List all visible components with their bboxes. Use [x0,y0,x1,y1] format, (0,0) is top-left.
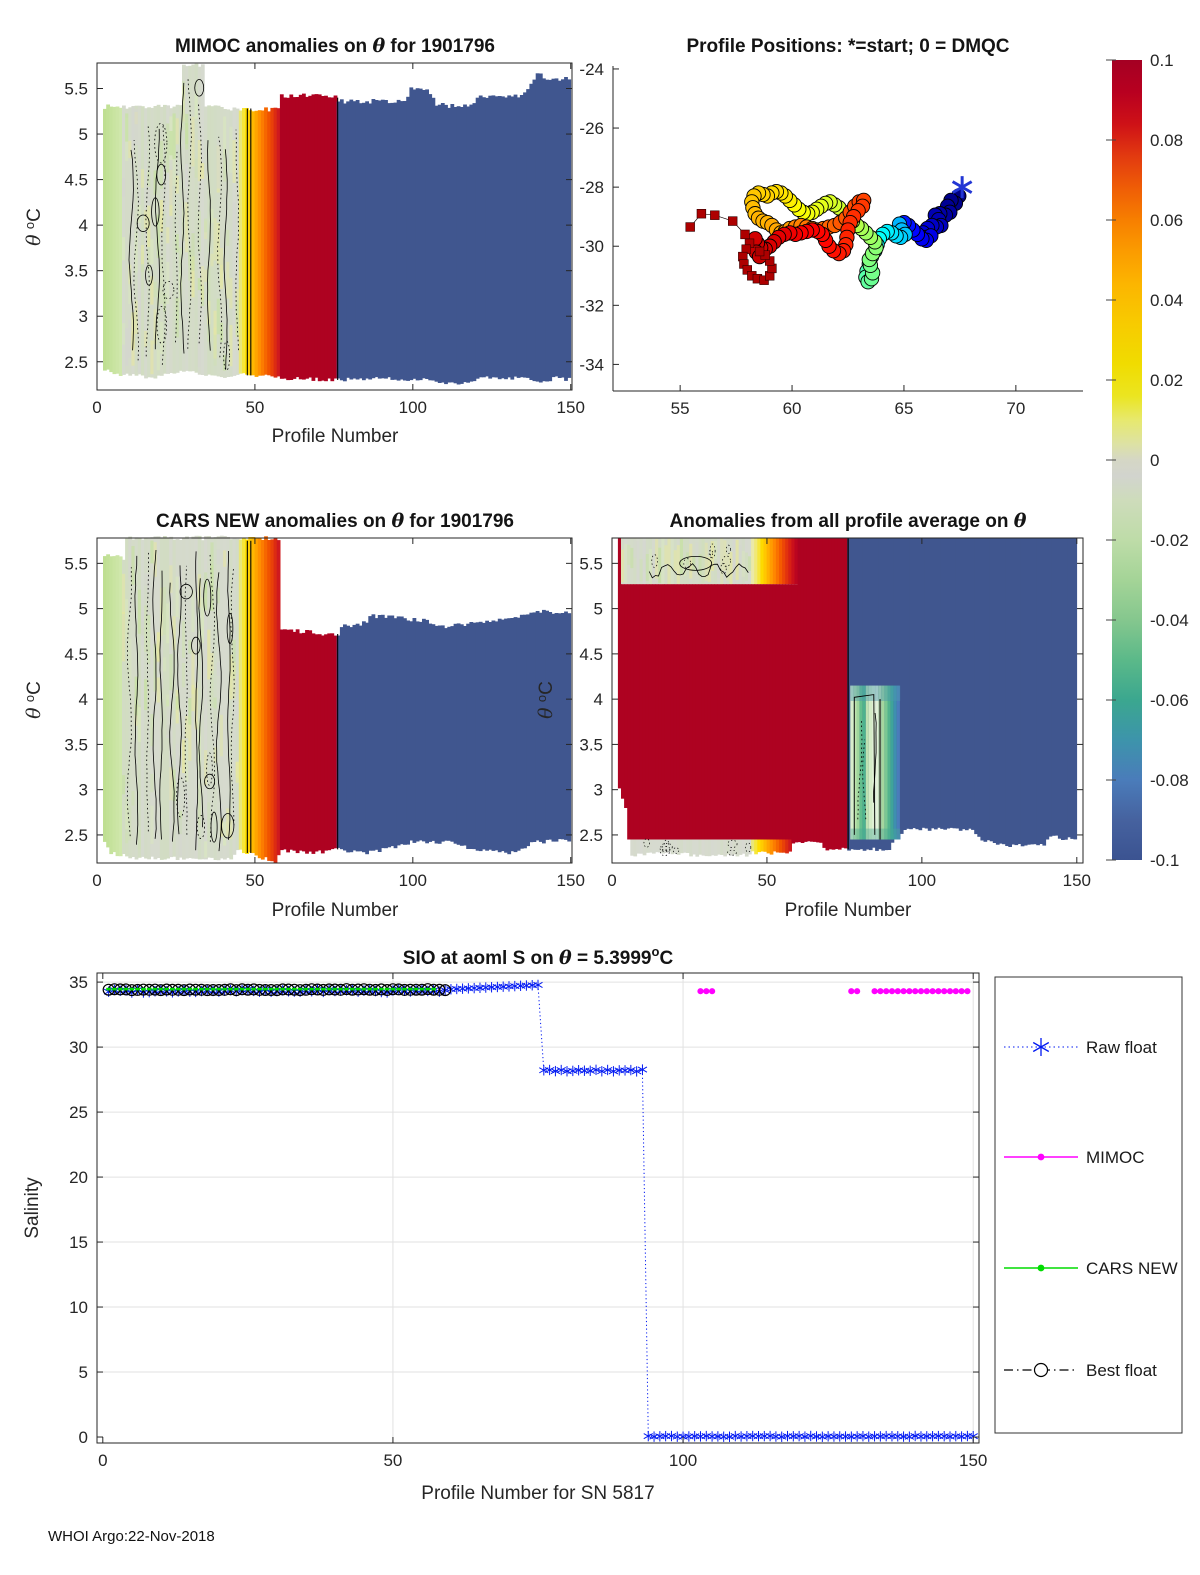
svg-text:-0.02: -0.02 [1150,531,1189,550]
cars-title: CARS NEW anomalies on θ for 1901796 [156,510,514,532]
svg-text:-0.1: -0.1 [1150,851,1180,870]
svg-text:5.5: 5.5 [64,554,88,574]
svg-text:50: 50 [757,871,777,890]
svg-text:-28: -28 [579,178,604,198]
svg-text:4: 4 [78,690,88,710]
svg-text:-34: -34 [579,355,604,375]
colorbar [1106,51,1189,870]
figure-footer: WHOI Argo:22-Nov-2018 [48,1528,215,1545]
svg-text:20: 20 [69,1168,88,1188]
svg-text:3.5: 3.5 [579,735,603,755]
svg-text:-0.08: -0.08 [1150,771,1189,790]
svg-text:0: 0 [607,871,617,890]
legend-label: Best float [1086,1361,1157,1380]
mimoc-title: MIMOC anomalies on θ for 1901796 [175,35,495,57]
svg-text:25: 25 [69,1103,88,1123]
avg-xlabel: Profile Number [784,900,912,921]
sio-ylabel: Salinity [22,1177,43,1239]
svg-text:0.1: 0.1 [1150,51,1174,70]
svg-text:-0.06: -0.06 [1150,691,1189,710]
svg-text:0: 0 [92,871,102,890]
sio-grid [97,973,979,1443]
svg-text:150: 150 [556,398,585,417]
svg-text:0: 0 [92,398,102,417]
positions-title: Profile Positions: *=start; 0 = DMQC [686,36,1010,57]
legend-label: MIMOC [1086,1148,1145,1167]
cars-ylabel: θ $^o$C [22,681,45,719]
svg-text:0.08: 0.08 [1150,131,1184,150]
svg-text:4: 4 [78,216,88,236]
svg-text:100: 100 [668,1451,698,1470]
svg-text:5: 5 [78,599,88,619]
svg-text:-24: -24 [579,59,604,79]
colorbar-bar [1112,60,1142,860]
svg-text:150: 150 [959,1451,988,1470]
svg-text:150: 150 [1062,871,1091,890]
avg-title: Anomalies from all profile average on θ [669,510,1027,532]
svg-text:4: 4 [593,690,603,710]
svg-text:100: 100 [907,871,937,890]
svg-text:-30: -30 [579,237,604,257]
svg-text:0.06: 0.06 [1150,211,1184,230]
svg-text:0: 0 [98,1451,108,1470]
svg-text:50: 50 [383,1451,403,1470]
svg-text:5: 5 [593,599,603,619]
svg-text:50: 50 [245,871,265,890]
svg-text:2.5: 2.5 [64,825,88,845]
svg-text:5.5: 5.5 [579,554,603,574]
cars-heatmap [103,536,571,863]
sio-xlabel: Profile Number for SN 5817 [421,1483,655,1504]
svg-text:3: 3 [78,780,88,800]
svg-text:-0.04: -0.04 [1150,611,1189,630]
svg-text:5.5: 5.5 [64,79,88,99]
svg-text:3: 3 [78,307,88,327]
svg-text:55: 55 [670,399,690,418]
legend [995,977,1182,1433]
svg-text:3.5: 3.5 [64,735,88,755]
svg-text:-32: -32 [579,296,604,316]
mimoc-heatmap [103,64,571,385]
svg-text:3.5: 3.5 [64,261,88,281]
panel-sio [22,944,987,1504]
avg-heatmap [618,538,1077,857]
mimoc-xlabel: Profile Number [271,426,399,447]
svg-text:15: 15 [69,1233,88,1253]
svg-text:5: 5 [78,1363,88,1383]
svg-text:2.5: 2.5 [64,352,88,372]
svg-text:-26: -26 [579,119,604,139]
panel-positions [579,36,1083,418]
svg-text:5: 5 [78,125,88,145]
panel-cars [22,510,585,921]
svg-text:4.5: 4.5 [64,170,88,190]
svg-text:10: 10 [69,1298,88,1318]
panel-avg [534,510,1091,921]
svg-text:4.5: 4.5 [579,644,603,664]
svg-text:150: 150 [556,871,585,890]
legend-label: CARS NEW [1086,1259,1178,1278]
svg-text:65: 65 [894,399,914,418]
svg-text:2.5: 2.5 [579,825,603,845]
svg-text:35: 35 [69,973,88,993]
mimoc-ylabel: θ $^o$C [22,208,45,246]
panel-mimoc [22,35,585,447]
sio-title: SIO at aoml S on $\theta = 5.3999^oC$ [402,944,674,969]
positions-trajectory [686,176,972,289]
legend-label: Raw float [1086,1038,1157,1057]
svg-text:30: 30 [69,1038,88,1058]
svg-text:0.04: 0.04 [1150,291,1184,310]
svg-text:100: 100 [398,871,428,890]
svg-text:0.02: 0.02 [1150,371,1184,390]
svg-text:0: 0 [1150,451,1160,470]
sio-series [103,980,978,1442]
svg-text:70: 70 [1006,399,1026,418]
svg-text:50: 50 [245,398,265,417]
svg-text:0: 0 [78,1428,88,1448]
svg-text:4.5: 4.5 [64,644,88,664]
cars-xlabel: Profile Number [271,900,399,921]
svg-text:60: 60 [782,399,802,418]
avg-ylabel: θ $^o$C [534,681,557,719]
svg-text:100: 100 [398,398,428,417]
svg-text:3: 3 [593,780,603,800]
